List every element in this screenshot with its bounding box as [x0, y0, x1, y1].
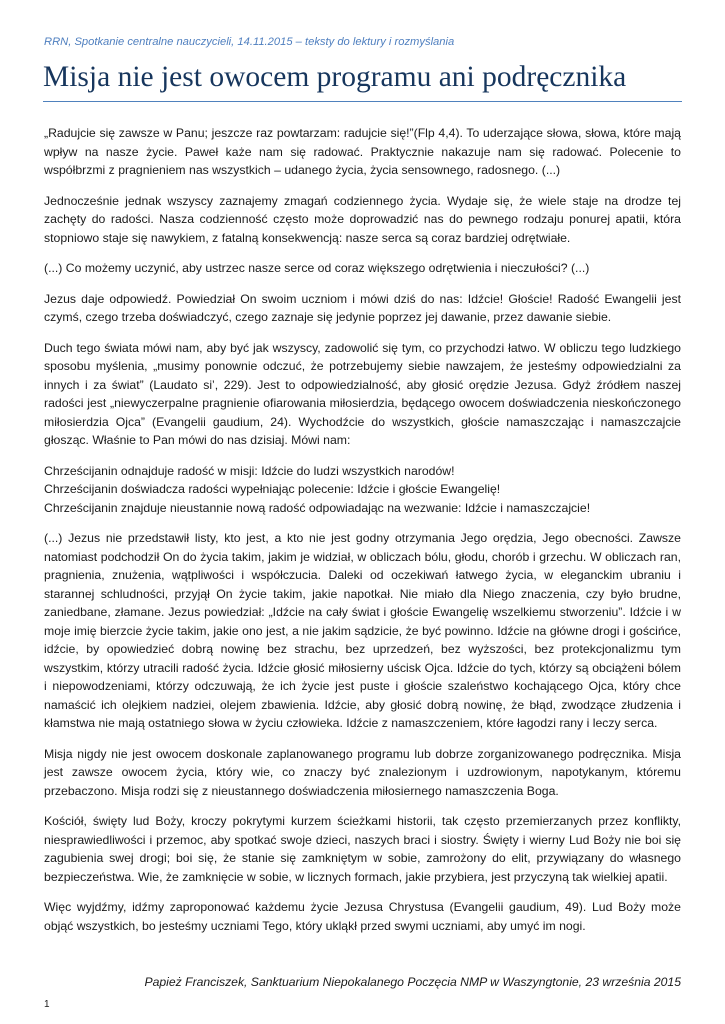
paragraph-5: Duch tego świata mówi nam, aby być jak wszyscy, zadowolić się tym, co przychodzi łatwo. W obliczu tego ludzkiego sposobu myślenia, „musimy ponownie odczuć, że potrzebujemy siebie nawzajem, że jesteśmy odpowiedzialni za innych i za świat” (Laudato si’, 229). Jest to odpowiedzialność, aby głosić orędzie Jezusa. Gdyż źródłem naszej radości jest „niewyczerpalne pragnienie ofiarowania miłosierdzia, będącego owocem doświadczenia nieskończonego miłosierdzia Ojca” (Evangelii gaudium, 24). Wychodźcie do wszystkich, głoście namaszczając i namaszczajcie głosząc. Właśnie to Pan mówi do nas dzisiaj. Mówi nam:: [44, 340, 681, 447]
paragraph-2: Jednocześnie jednak wszyscy zaznajemy zmagań codziennego życia. Wydaje się, że wiele staje na drodze tej zachęty do radości. Nasza codzienność często może doprowadzić nas do pewnego rodzaju ponurej apatii, która stopniowo staje się nawykiem, z fatalną konsekwencją: nasze serca są coraz bardziej odrętwiałe.: [44, 193, 681, 245]
paragraph-1: „Radujcie się zawsze w Panu; jeszcze raz powtarzam: radujcie się!”(Flp 4,4). To uderzające słowa, słowa, które mają wpływ na nasze życie. Paweł każe nam się radować. Praktycznie nakazuje nam się radować. Polecenie to współbrzmi z pragnieniem nas wszystkich – udanego życia, życia sensownego, radosnego. (...): [44, 126, 681, 177]
paragraph-6: [44, 462, 681, 518]
mission-line-1: Chrześcijanin odnajduje radość w misji: Idźcie do ludzi wszystkich narodów!: [44, 463, 455, 478]
document-body: [44, 124, 681, 947]
paragraph-4: Jezus daje odpowiedź. Powiedział On swoim uczniom i mówi dziś do nas: Idźcie! Głoście! Radość Ewangelii jest czymś, czego trzeba doświadczyć, czego zaznaje się jedynie poprzez jej dawanie, przez dawanie siebie.: [44, 291, 681, 324]
paragraph-9: Kościół, święty lud Boży, kroczy pokrytymi kurzem ścieżkami historii, tak często przemierzanych przez konflikty, niesprawiedliwości i przemoc, aby spotkać swoje dzieci, naszych braci i siostry. Święty i wierny Lud Boży nie boi się zagubienia swej drogi; boi się, że stanie się zamkniętym w sobie, zamrożony do elit, przywiązany do własnego bezpieczeństwa. Wie, że zamknięcie w sobie, w licznych formach, jakie przybiera, jest przyczyną tak wielkiej apatii.: [44, 814, 681, 884]
page-number: 1: [44, 999, 50, 1010]
signature: Papież Franciszek, Sanktuarium Niepokalanego Poczęcia NMP w Waszyngtonie, 23 września 2015: [144, 975, 681, 989]
paragraph-8: Misja nigdy nie jest owocem doskonale zaplanowanego programu lub dobrze zorganizowanego podręcznika. Misja jest zawsze owocem życia, który wie, co znaczy być znalezionym i uzdrowionym, napotykanym, któremu przebaczono. Misja rodzi się z nieustannego doświadczenia miłosiernego namaszczenia Boga.: [44, 746, 681, 798]
document-title: Misja nie jest owocem programu ani podręcznika: [43, 61, 627, 93]
paragraph-7: (...) Jezus nie przedstawił listy, kto jest, a kto nie jest godny otrzymania Jego orędzia, Jego obecności. Zawsze natomiast podchodził On do życia takim, jakim je widział, w obliczach bólu, głodu, chorób i grzechu. W obliczach ran, pragnienia, znużenia, wątpliwości i współczucia. Daleki od oczekiwań łatwego życia, w eleganckim ubraniu i starannej schludności, przyjął On życie takim, jakie napotkał. Nie miało dla Niego znaczenia, czy było brudne, zaniedbane, złamane. Jezus powiedział: „Idźcie na cały świat i głoście Ewangelię wszelkiemu stworzeniu”. Idźcie i w moje imię bierzcie życie takim, jakie ono jest, a nie jakim sądzicie, że być powinno. Idźcie na główne drogi i gościńce, idźcie, by opowiedzieć dobrą nowinę bez strachu, bez uprzedzeń, bez wyższości, bez protekcjonalizmu tym wszystkim, którzy utracili radość życia. Idźcie głosić miłosierny uścisk Ojca. Idźcie do tych, którzy są obciążeni bólem i niepowodzeniami, którzy odczuwają, że ich życie jest puste i głoście szaleństwo kochającego Ojca, który chce namaścić ich olejkiem nadziei, olejem zbawienia. Idźcie, aby głosić dobrą nowinę, że błąd, zwodzące złudzenia i kłamstwa nie mają ostatniego słowa w życiu człowieka. Idźcie z namaszczeniem, które łagodzi rany i leczy serca.: [44, 531, 681, 730]
paragraph-3: (...) Co możemy uczynić, aby ustrzec nasze serce od coraz większego odrętwienia i nieczułości? (...): [44, 261, 590, 275]
document-header: RRN, Spotkanie centralne nauczycieli, 14.11.2015 – teksty do lektury i rozmyślania: [44, 36, 455, 48]
title-underline: [43, 101, 682, 102]
mission-line-3: Chrześcijanin znajduje nieustannie nową radość odpowiadając na wezwanie: Idźcie i namaszczajcie!: [44, 500, 591, 515]
paragraph-10: Więc wyjdźmy, idźmy zaproponować każdemu życie Jezusa Chrystusa (Evangelii gaudium, 49). Lud Boży może objąć wszystkich, bo jesteśmy uczniami Tego, który ukląkł przed swymi uczniami, aby umyć im nogi.: [44, 900, 681, 933]
mission-line-2: Chrześcijanin doświadcza radości wypełniając polecenie: Idźcie i głoście Ewangelię!: [44, 482, 501, 496]
